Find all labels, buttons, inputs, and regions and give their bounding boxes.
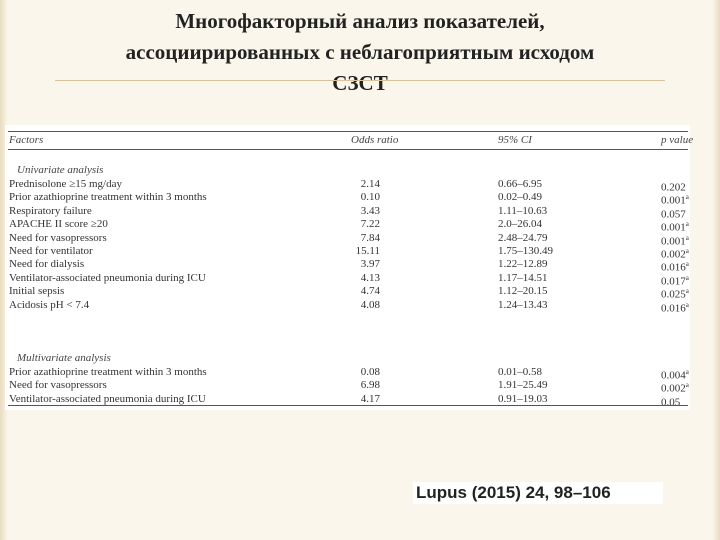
cell-p-value: 0.002$^a$	[661, 381, 689, 396]
cell-ci: 1.91–25.49	[498, 379, 548, 392]
cell-odds-ratio: 4.74	[360, 285, 380, 298]
cell-odds-ratio: 0.10	[360, 191, 380, 204]
cell-ci: 2.0–26.04	[498, 218, 542, 231]
cell-factor: Need for vasopressors	[9, 231, 107, 244]
cell-p-value: 0.057	[661, 208, 686, 221]
multivariate-section-label	[5, 351, 690, 365]
table-row	[5, 217, 690, 234]
cell-factor: Prednisolone ≥15 mg/day	[9, 178, 122, 190]
significance-marker: a	[685, 300, 689, 309]
cell-factor: Need for ventilator	[9, 245, 93, 257]
cell-factor: Acidosis pH < 7.4	[9, 298, 90, 311]
significance-marker: a	[685, 287, 689, 296]
cell-odds-ratio: 4.13	[360, 271, 380, 284]
header-p-value: p value	[661, 134, 694, 146]
cell-factor: Prior azathioprine treatment within 3 months	[9, 191, 207, 204]
table-row	[5, 378, 690, 396]
table-row	[5, 257, 690, 275]
header-ci: 95% CI	[498, 134, 532, 146]
univariate-label: Univariate analysis	[17, 164, 104, 176]
title-underline	[55, 80, 665, 81]
cell-odds-ratio: 2.14	[360, 178, 380, 190]
table-header-row	[5, 133, 694, 147]
cell-ci: 1.17–14.51	[498, 271, 548, 284]
cell-p-value: 0.001$^a$	[661, 193, 689, 208]
table-bottom-rule	[8, 405, 688, 406]
significance-marker: a	[685, 233, 689, 242]
table-row	[5, 190, 690, 208]
cell-factor: Ventilator-associated pneumonia during ICU	[9, 392, 206, 405]
cell-p-value: 0.017$^a$	[661, 273, 689, 288]
cell-ci: 0.02–0.49	[498, 191, 542, 204]
cell-ci: 1.22–12.89	[498, 258, 548, 271]
cell-ci: 0.01–0.58	[498, 366, 542, 378]
cell-odds-ratio: 4.08	[360, 298, 380, 311]
cell-p-value: 0.001$^a$	[661, 233, 689, 248]
cell-odds-ratio: 6.98	[360, 379, 380, 392]
cell-odds-ratio: 3.43	[360, 204, 380, 217]
cell-p-value: 0.016$^a$	[661, 300, 689, 315]
cell-factor: Respiratory failure	[9, 204, 92, 217]
slide-title-line-2: ассоциирированных с неблагоприятным исходом	[125, 40, 595, 64]
slide-right-border	[712, 0, 720, 540]
cell-odds-ratio: 4.17	[360, 392, 380, 405]
table-row	[5, 271, 690, 288]
table-row	[5, 231, 690, 248]
cell-ci: 2.48–24.79	[498, 231, 548, 244]
significance-marker: a	[685, 260, 689, 269]
slide-title-line-3: СЗСТ	[332, 71, 388, 95]
cell-ci: 1.24–13.43	[498, 298, 548, 311]
citation: Lupus (2015) 24, 98–106	[413, 482, 663, 504]
multivariate-label: Multivariate analysis	[17, 352, 111, 364]
cell-factor: Initial sepsis	[9, 285, 65, 298]
univariate-section-label	[5, 163, 690, 177]
cell-ci: 1.11–10.63	[498, 204, 548, 217]
cell-p-value: 0.001$^a$	[661, 220, 689, 234]
cell-p-value: 0.004$^a$	[661, 368, 689, 382]
cell-p-value: 0.025$^a$	[661, 287, 689, 301]
table-row	[5, 365, 690, 382]
cell-p-value: 0.05	[661, 396, 681, 409]
cell-p-value: 0.016$^a$	[661, 260, 689, 275]
table-row	[5, 244, 690, 261]
cell-factor: Need for dialysis	[9, 258, 85, 271]
cell-p-value: 0.002$^a$	[661, 247, 689, 261]
header-factors: Factors	[9, 134, 44, 146]
cell-ci: 0.91–19.03	[498, 392, 548, 405]
cell-factor: Need for vasopressors	[9, 379, 107, 392]
table-row	[5, 204, 690, 221]
table-row	[5, 298, 690, 315]
cell-factor: Ventilator-associated pneumonia during ICU	[9, 271, 206, 284]
slide-title	[20, 6, 700, 99]
cell-ci: 0.66–6.95	[498, 178, 542, 190]
table-header-rule	[8, 149, 688, 150]
cell-odds-ratio: 15.11	[355, 245, 380, 257]
significance-marker: a	[685, 368, 689, 376]
cell-odds-ratio: 3.97	[360, 258, 380, 271]
slide-title-line-1: Многофакторный анализ показателей,	[175, 9, 545, 33]
table-row	[5, 284, 690, 301]
cell-p-value: 0.202	[661, 181, 686, 194]
results-table	[5, 125, 694, 410]
significance-marker: a	[685, 247, 689, 255]
cell-odds-ratio: 0.08	[360, 366, 380, 378]
table-row	[5, 392, 690, 409]
cell-odds-ratio: 7.84	[360, 231, 380, 244]
header-odds-ratio: Odds ratio	[351, 134, 399, 146]
significance-marker: a	[685, 381, 689, 390]
cell-ci: 1.12–20.15	[498, 285, 548, 298]
cell-factor: APACHE II score ≥20	[9, 218, 108, 231]
cell-odds-ratio: 7.22	[360, 218, 380, 231]
table-row	[5, 177, 690, 194]
cell-factor: Prior azathioprine treatment within 3 months	[9, 366, 207, 378]
significance-marker: a	[685, 220, 689, 229]
cell-ci: 1.75–130.49	[498, 245, 553, 257]
table-top-rule	[8, 131, 688, 132]
significance-marker: a	[685, 193, 689, 202]
significance-marker: a	[685, 273, 689, 282]
